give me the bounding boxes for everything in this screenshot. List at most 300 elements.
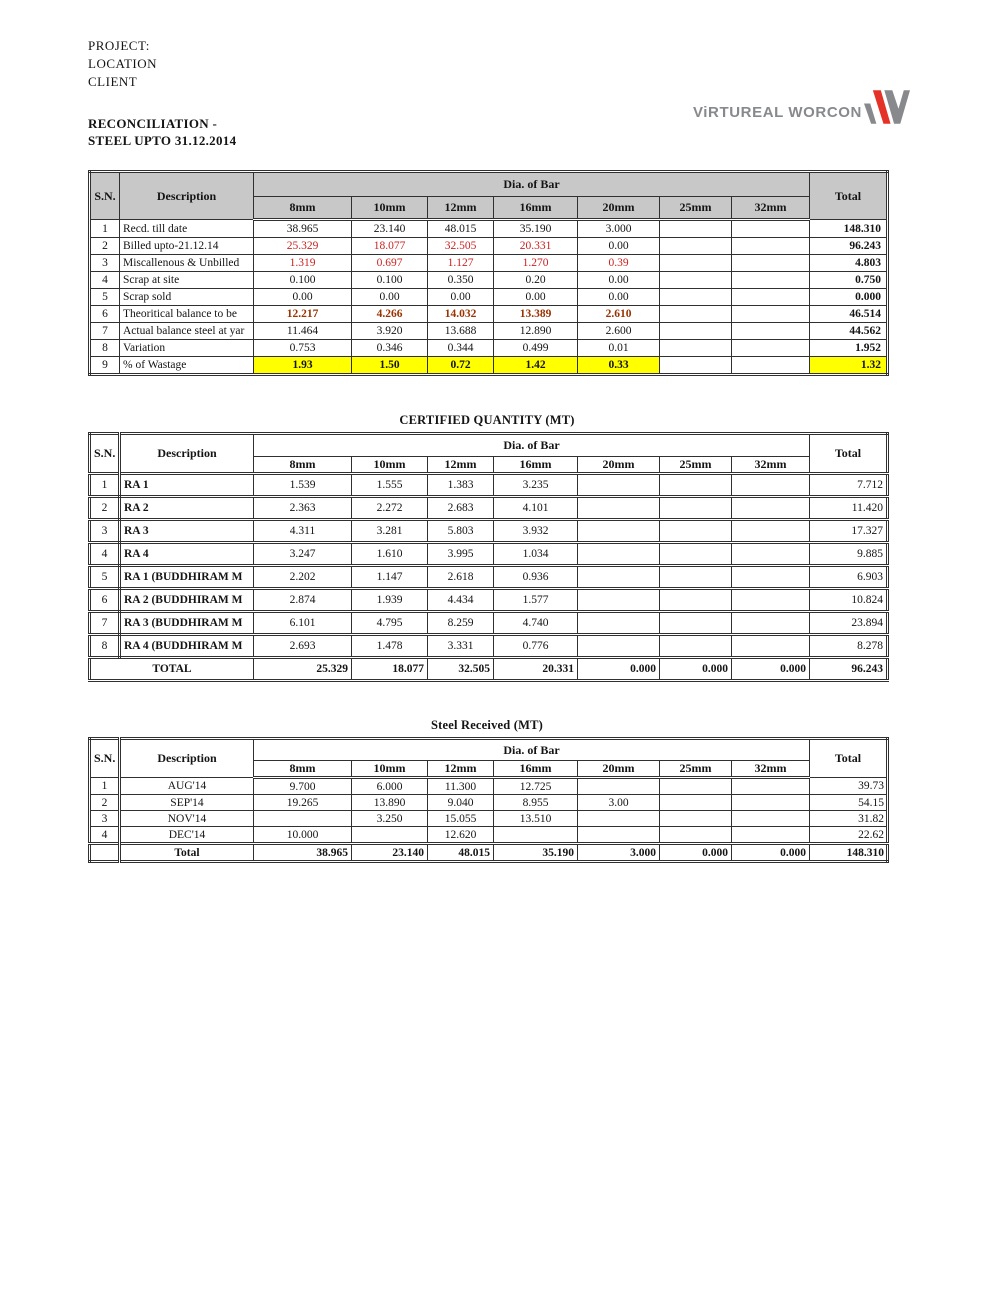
cell-value: 4.795 (352, 612, 428, 635)
cell-description: RA 1 (BUDDHIRAM M (120, 566, 254, 589)
cell-total: 39.73 (810, 778, 888, 795)
cell-value: 2.600 (578, 323, 660, 340)
col-header-size: 25mm (660, 761, 732, 778)
cell-description: RA 2 (120, 497, 254, 520)
cell-value: 0.01 (578, 340, 660, 357)
col-header-size: 20mm (578, 457, 660, 474)
cell-value: 0.100 (352, 272, 428, 289)
document-title (88, 115, 236, 149)
cell-description: Scrap sold (120, 289, 254, 306)
cell-value: 1.555 (352, 474, 428, 497)
cell-value: 12.890 (494, 323, 578, 340)
reconciliation-table (88, 170, 889, 376)
cell-value: 1.939 (352, 589, 428, 612)
cell-value (732, 543, 810, 566)
cell-value (732, 220, 810, 238)
table-row (90, 255, 888, 272)
cell-value: 20.331 (494, 238, 578, 255)
cell-value: 0.344 (428, 340, 494, 357)
cell-value: 20.331 (494, 658, 578, 681)
table-row (90, 778, 888, 795)
cell-value: 38.965 (254, 844, 352, 862)
cell-value (660, 323, 732, 340)
cell-total: 8.278 (810, 635, 888, 658)
cell-value (660, 827, 732, 844)
cell-total: 148.310 (810, 844, 888, 862)
cell-total: 1.32 (810, 357, 888, 375)
cell-value: 3.000 (578, 220, 660, 238)
table-row (90, 357, 888, 375)
cell-value (578, 778, 660, 795)
col-header-size: 25mm (660, 457, 732, 474)
cell-description: RA 3 (120, 520, 254, 543)
cell-value: 0.000 (732, 658, 810, 681)
cell-value: 14.032 (428, 306, 494, 323)
cell-value: 0.33 (578, 357, 660, 375)
cell-description: % of Wastage (120, 357, 254, 375)
cell-value: 2.618 (428, 566, 494, 589)
document-title-line2: STEEL UPTO 31.12.2014 (88, 133, 237, 148)
cell-value: 1.270 (494, 255, 578, 272)
table-row (90, 811, 888, 827)
cell-value: 0.936 (494, 566, 578, 589)
header-row (90, 172, 888, 197)
cell-description: RA 2 (BUDDHIRAM M (120, 589, 254, 612)
table-row (90, 612, 888, 635)
col-header-size: 8mm (254, 761, 352, 778)
cell-value: 0.72 (428, 357, 494, 375)
cell-total: 31.82 (810, 811, 888, 827)
cell-value (660, 589, 732, 612)
cell-value: 3.247 (254, 543, 352, 566)
cell-total: 11.420 (810, 497, 888, 520)
cell-value: 48.015 (428, 844, 494, 862)
cell-value: 0.100 (254, 272, 352, 289)
cell-value (732, 340, 810, 357)
table-body (90, 474, 888, 681)
cell-sn: 5 (90, 289, 120, 306)
col-header-description: Description (120, 739, 254, 778)
cell-total: 96.243 (810, 658, 888, 681)
table-header (90, 172, 888, 220)
cell-value: 25.329 (254, 658, 352, 681)
cell-total: 44.562 (810, 323, 888, 340)
cell-value: 2.363 (254, 497, 352, 520)
cell-value: 32.505 (428, 658, 494, 681)
table-row (90, 238, 888, 255)
cell-value: 5.803 (428, 520, 494, 543)
col-header-size: 12mm (428, 457, 494, 474)
cell-value (660, 306, 732, 323)
col-header-total: Total (810, 172, 888, 220)
table-row (90, 566, 888, 589)
cell-value: 13.510 (494, 811, 578, 827)
cell-total: 46.514 (810, 306, 888, 323)
cell-value: 1.147 (352, 566, 428, 589)
cell-value: 4.266 (352, 306, 428, 323)
cell-value: 2.610 (578, 306, 660, 323)
cell-value: 3.000 (578, 844, 660, 862)
certified-quantity-table (88, 432, 889, 682)
cell-value (732, 255, 810, 272)
steel-received-table (88, 737, 889, 863)
cell-sn: 7 (90, 612, 120, 635)
cell-value (660, 520, 732, 543)
cell-value (732, 795, 810, 811)
col-header-size: 8mm (254, 197, 352, 220)
table-row (90, 795, 888, 811)
cell-value (732, 306, 810, 323)
cell-value (578, 474, 660, 497)
cell-value: 0.350 (428, 272, 494, 289)
cell-value: 13.389 (494, 306, 578, 323)
cell-value: 0.00 (578, 272, 660, 289)
cell-sn: 3 (90, 520, 120, 543)
cell-total: 54.15 (810, 795, 888, 811)
cell-value: 4.311 (254, 520, 352, 543)
cell-description: Variation (120, 340, 254, 357)
cell-value: 15.055 (428, 811, 494, 827)
table-row (90, 635, 888, 658)
col-header-sn: S.N. (90, 739, 120, 778)
col-header-sn: S.N. (90, 172, 120, 220)
client-label: CLIENT (88, 74, 138, 89)
cell-total: 0.000 (810, 289, 888, 306)
cell-value (732, 323, 810, 340)
cell-value (732, 589, 810, 612)
cell-sn: 2 (90, 795, 120, 811)
cell-value: 8.955 (494, 795, 578, 811)
col-header-size: 32mm (732, 197, 810, 220)
cell-value: 0.00 (494, 289, 578, 306)
cell-total: 1.952 (810, 340, 888, 357)
cell-value (578, 543, 660, 566)
cell-value: 0.000 (660, 658, 732, 681)
col-header-size: 10mm (352, 761, 428, 778)
cell-total: 148.310 (810, 220, 888, 238)
cell-sn: 5 (90, 566, 120, 589)
cell-sn (90, 844, 120, 862)
cell-description: RA 4 (BUDDHIRAM M (120, 635, 254, 658)
cell-value (732, 238, 810, 255)
cell-value: 0.00 (578, 238, 660, 255)
project-label: PROJECT: (88, 38, 150, 53)
cell-value: 3.932 (494, 520, 578, 543)
certified-quantity-title: CERTIFIED QUANTITY (MT) (399, 413, 575, 427)
cell-total: 22.62 (810, 827, 888, 844)
table-row (90, 340, 888, 357)
table-header (90, 434, 888, 474)
cell-value: 6.101 (254, 612, 352, 635)
cell-value: 23.140 (352, 220, 428, 238)
table-row (90, 289, 888, 306)
cell-value: 1.610 (352, 543, 428, 566)
cell-value (732, 272, 810, 289)
cell-sn: 6 (90, 306, 120, 323)
cell-value: 2.693 (254, 635, 352, 658)
col-header-sn: S.N. (90, 434, 120, 474)
cell-sn: 8 (90, 635, 120, 658)
cell-description: AUG'14 (120, 778, 254, 795)
col-header-size: 16mm (494, 457, 578, 474)
cell-value (732, 357, 810, 375)
col-header-size: 32mm (732, 761, 810, 778)
cell-value: 6.000 (352, 778, 428, 795)
cell-value (732, 827, 810, 844)
cell-value (578, 827, 660, 844)
table-row (90, 827, 888, 844)
cell-total: 96.243 (810, 238, 888, 255)
cell-description: SEP'14 (120, 795, 254, 811)
cell-sn: 7 (90, 323, 120, 340)
cell-value: 0.00 (254, 289, 352, 306)
cell-value: 35.190 (494, 844, 578, 862)
col-header-size: 8mm (254, 457, 352, 474)
cell-sn: 2 (90, 497, 120, 520)
cell-sn: 4 (90, 272, 120, 289)
cell-value: 1.478 (352, 635, 428, 658)
cell-value: 12.217 (254, 306, 352, 323)
cell-value: 48.015 (428, 220, 494, 238)
col-header-size: 12mm (428, 197, 494, 220)
cell-total: 17.327 (810, 520, 888, 543)
cell-value (732, 612, 810, 635)
cell-sn: 6 (90, 589, 120, 612)
table-header (90, 739, 888, 778)
cell-value: 3.920 (352, 323, 428, 340)
header-row (90, 434, 888, 457)
cell-description: Theoritical balance to be (120, 306, 254, 323)
cell-value: 4.434 (428, 589, 494, 612)
table-body (90, 220, 888, 375)
cell-value: 18.077 (352, 658, 428, 681)
cell-value: 1.319 (254, 255, 352, 272)
col-header-size: 12mm (428, 761, 494, 778)
col-header-size: 20mm (578, 761, 660, 778)
cell-value (660, 811, 732, 827)
cell-value: 35.190 (494, 220, 578, 238)
col-header-dia-of-bar: Dia. of Bar (254, 172, 810, 197)
cell-value: 2.683 (428, 497, 494, 520)
cell-value: 0.000 (732, 844, 810, 862)
cell-value: 1.42 (494, 357, 578, 375)
cell-value: 0.753 (254, 340, 352, 357)
cell-description: Billed upto-21.12.14 (120, 238, 254, 255)
col-header-size: 10mm (352, 197, 428, 220)
cell-value: 0.00 (578, 289, 660, 306)
col-header-total: Total (810, 739, 888, 778)
location-label: LOCATION (88, 56, 157, 71)
table-row (90, 306, 888, 323)
cell-total: 0.750 (810, 272, 888, 289)
cell-value: 9.040 (428, 795, 494, 811)
cell-value (578, 612, 660, 635)
cell-description: Recd. till date (120, 220, 254, 238)
logo-w-icon (864, 88, 910, 126)
cell-total: 9.885 (810, 543, 888, 566)
cell-value (578, 566, 660, 589)
cell-value (660, 566, 732, 589)
cell-value (578, 497, 660, 520)
cell-sn: 3 (90, 811, 120, 827)
cell-value: 19.265 (254, 795, 352, 811)
header-row (90, 739, 888, 761)
cell-description: Miscallenous & Unbilled (120, 255, 254, 272)
cell-value: 9.700 (254, 778, 352, 795)
col-header-size: 32mm (732, 457, 810, 474)
cell-sn: 1 (90, 778, 120, 795)
cell-value (660, 357, 732, 375)
cell-value: 1.50 (352, 357, 428, 375)
cell-value: 10.000 (254, 827, 352, 844)
cell-value (660, 238, 732, 255)
cell-description: Scrap at site (120, 272, 254, 289)
cell-value: 0.39 (578, 255, 660, 272)
table-row (90, 589, 888, 612)
cell-value: 1.577 (494, 589, 578, 612)
col-header-size: 16mm (494, 761, 578, 778)
cell-value: 0.000 (660, 844, 732, 862)
cell-value: 38.965 (254, 220, 352, 238)
cell-value: 3.00 (578, 795, 660, 811)
total-label: TOTAL (90, 658, 254, 681)
cell-value (352, 827, 428, 844)
cell-sn: 4 (90, 543, 120, 566)
cell-value: 1.383 (428, 474, 494, 497)
cell-value (732, 520, 810, 543)
cell-value (660, 543, 732, 566)
cell-value: 2.874 (254, 589, 352, 612)
cell-value: 0.20 (494, 272, 578, 289)
steel-received-title: Steel Received (MT) (430, 718, 544, 732)
document-meta (88, 37, 157, 91)
cell-value: 0.00 (352, 289, 428, 306)
cell-value (660, 255, 732, 272)
cell-total: 7.712 (810, 474, 888, 497)
cell-value: 1.93 (254, 357, 352, 375)
cell-sn: 3 (90, 255, 120, 272)
cell-value (732, 778, 810, 795)
cell-value (732, 497, 810, 520)
cell-value: 3.281 (352, 520, 428, 543)
cell-value: 3.331 (428, 635, 494, 658)
cell-value (660, 497, 732, 520)
cell-value: 4.740 (494, 612, 578, 635)
company-logo-text: ViRTUREAL WORCON (692, 104, 862, 121)
cell-value (660, 289, 732, 306)
cell-sn: 9 (90, 357, 120, 375)
cell-value: 3.250 (352, 811, 428, 827)
cell-value (578, 811, 660, 827)
col-header-size: 10mm (352, 457, 428, 474)
cell-total: 10.824 (810, 589, 888, 612)
table-row (90, 272, 888, 289)
cell-value (732, 566, 810, 589)
cell-value (732, 474, 810, 497)
cell-value (660, 612, 732, 635)
table-row (90, 543, 888, 566)
cell-value (660, 340, 732, 357)
cell-value: 11.464 (254, 323, 352, 340)
cell-description: RA 1 (120, 474, 254, 497)
cell-value: 0.000 (578, 658, 660, 681)
cell-value (660, 795, 732, 811)
cell-value: 1.127 (428, 255, 494, 272)
cell-value: 2.202 (254, 566, 352, 589)
cell-value: 13.688 (428, 323, 494, 340)
col-header-size: 20mm (578, 197, 660, 220)
cell-value (660, 474, 732, 497)
company-logo (690, 84, 910, 126)
cell-value (732, 811, 810, 827)
cell-value: 11.300 (428, 778, 494, 795)
cell-value: 12.620 (428, 827, 494, 844)
cell-value: 12.725 (494, 778, 578, 795)
cell-value: 13.890 (352, 795, 428, 811)
cell-description: RA 4 (120, 543, 254, 566)
cell-value: 3.235 (494, 474, 578, 497)
cell-sn: 8 (90, 340, 120, 357)
table-row (90, 474, 888, 497)
cell-value: 4.101 (494, 497, 578, 520)
cell-value: 0.346 (352, 340, 428, 357)
table-row (90, 520, 888, 543)
cell-value (660, 220, 732, 238)
cell-value: 2.272 (352, 497, 428, 520)
cell-value: 3.995 (428, 543, 494, 566)
cell-value: 0.499 (494, 340, 578, 357)
cell-value: 0.697 (352, 255, 428, 272)
cell-value (660, 635, 732, 658)
cell-value: 23.140 (352, 844, 428, 862)
cell-total: 6.903 (810, 566, 888, 589)
cell-value (578, 589, 660, 612)
col-header-size: 16mm (494, 197, 578, 220)
cell-value: 8.259 (428, 612, 494, 635)
table-row (90, 220, 888, 238)
col-header-description: Description (120, 434, 254, 474)
cell-description: NOV'14 (120, 811, 254, 827)
cell-value (494, 827, 578, 844)
table-row (90, 497, 888, 520)
cell-value: 32.505 (428, 238, 494, 255)
table-row (90, 323, 888, 340)
cell-sn: 1 (90, 220, 120, 238)
cell-value: 0.00 (428, 289, 494, 306)
col-header-dia-of-bar: Dia. of Bar (254, 739, 810, 761)
cell-value (578, 635, 660, 658)
cell-total: 4.803 (810, 255, 888, 272)
cell-value (732, 635, 810, 658)
total-row (90, 658, 888, 681)
cell-value (254, 811, 352, 827)
col-header-description: Description (120, 172, 254, 220)
cell-description: DEC'14 (120, 827, 254, 844)
total-row (90, 844, 888, 862)
cell-total: 23.894 (810, 612, 888, 635)
cell-value: 1.034 (494, 543, 578, 566)
table-body (90, 778, 888, 862)
cell-description: RA 3 (BUDDHIRAM M (120, 612, 254, 635)
cell-value (660, 272, 732, 289)
cell-value: 25.329 (254, 238, 352, 255)
cell-value: 18.077 (352, 238, 428, 255)
cell-description: Actual balance steel at yar (120, 323, 254, 340)
cell-sn: 1 (90, 474, 120, 497)
document-title-line1: RECONCILIATION - (88, 116, 218, 131)
cell-sn: 4 (90, 827, 120, 844)
col-header-dia-of-bar: Dia. of Bar (254, 434, 810, 457)
